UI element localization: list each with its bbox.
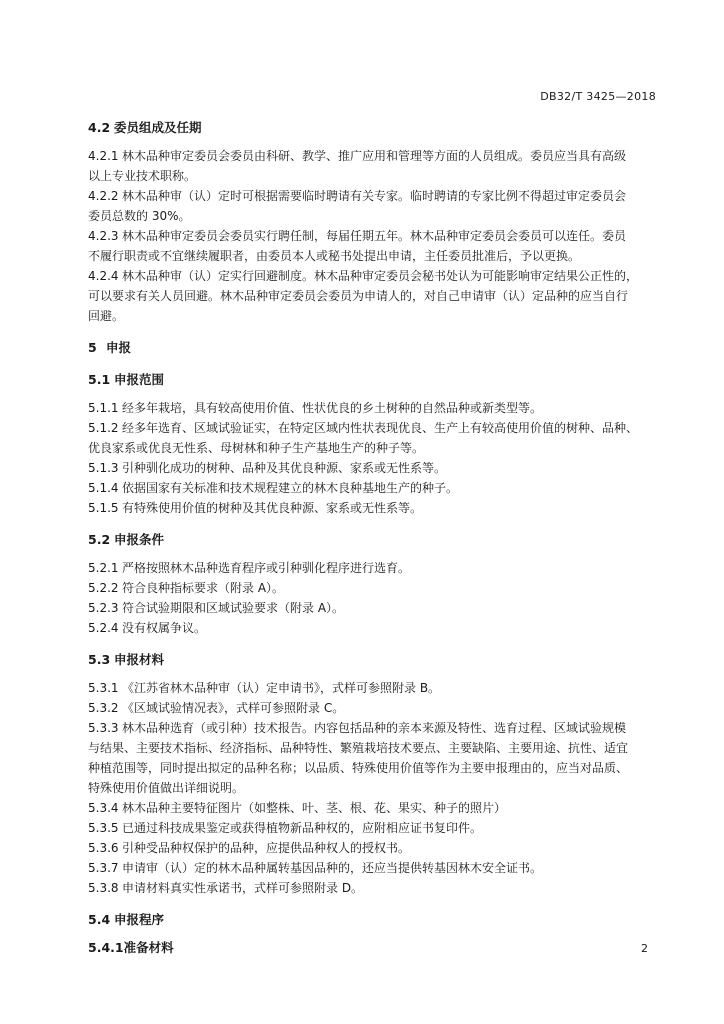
- clause-number: 5.4.1: [88, 940, 124, 955]
- clause-5-3-7: 5.3.7 申请审（认）定的林木品种属转基因品种的，还应当提供转基因林木安全证书。: [88, 858, 658, 878]
- clause-text: 种植范围等，同时提出拟定的品种名称；以品质、特殊使用价值等作为主要申报理由的，应当对品质、: [88, 761, 629, 775]
- section-heading-5-3: [88, 650, 658, 670]
- clause-5-3-6: 5.3.6 引种受品种权保护的品种，应提供品种权人的授权书。: [88, 838, 658, 858]
- clause-5-1-1: 5.1.1 经多年栽培，具有较高使用价值、性状优良的乡土树种的自然品种或新类型等。: [88, 398, 658, 418]
- clause-number: 5.1.2: [88, 421, 119, 435]
- clause-number: 5.1.5: [88, 501, 119, 515]
- section-number: 5.1: [88, 372, 111, 387]
- clause-number: 5.2.2: [88, 581, 119, 595]
- page-number: 2: [641, 942, 648, 955]
- clause-5-3-5: 5.3.5 已通过科技成果鉴定或获得植物新品种权的，应附相应证书复印件。: [88, 818, 658, 838]
- clause-5-3-8: 5.3.8 申请材料真实性承诺书，式样可参照附录 D。: [88, 878, 658, 898]
- clause-number: 4.2.3: [88, 229, 119, 243]
- clause-5-2-4: 5.2.4 没有权属争议。: [88, 618, 658, 638]
- document-code: DB32/T 3425—2018: [540, 90, 656, 103]
- section-number: 5.3: [88, 652, 111, 667]
- section-title: 申报范围: [114, 372, 165, 387]
- clause-number: 5.3.1: [88, 681, 119, 695]
- clause-number: 5.3.5: [88, 821, 119, 835]
- clause-4-2-2: 4.2.2 林木品种审（认）定时可根据需要临时聘请有关专家。临时聘请的专家比例不得超过审定委员会: [88, 186, 658, 206]
- section-number: 4.2: [88, 120, 111, 135]
- clause-5-2-2: 5.2.2 符合良种指标要求（附录 A）。: [88, 578, 658, 598]
- clause-text: 与结果、主要技术指标、经济指标、品种特性、繁殖栽培技术要点、主要缺陷、主要用途、抗性、适宜: [88, 741, 629, 755]
- section-number: 5.2: [88, 532, 111, 547]
- clause-text: 委员总数的 30%。: [88, 209, 191, 223]
- clause-number: 5.1.4: [88, 481, 119, 495]
- clause-number: 5.3.6: [88, 841, 119, 855]
- chapter-heading-5: [88, 338, 658, 358]
- clause-number: 5.2.4: [88, 621, 119, 635]
- chapter-title: 申报: [106, 340, 132, 355]
- document-body: [88, 118, 658, 958]
- clause-5-3-2: 5.3.2 《区域试验情况表》，式样可参照附录 C。: [88, 698, 658, 718]
- chapter-number: 5: [88, 340, 97, 355]
- clause-4-2-3: 4.2.3 林木品种审定委员会委员实行聘任制，每届任期五年。林木品种审定委员会委员可以连任。委员: [88, 226, 658, 246]
- clause-text: 不履行职责或不宜继续履职者，由委员本人或秘书处提出申请，主任委员批准后，予以更换。: [88, 249, 581, 263]
- section-heading-4-2: [88, 118, 658, 138]
- clause-text: 特殊使用价值做出详细说明。: [88, 781, 245, 795]
- clause-number: 5.3.7: [88, 861, 119, 875]
- clause-5-3-4: 5.3.4 林木品种主要特征图片（如整株、叶、茎、根、花、果实、种子的照片）: [88, 798, 658, 818]
- section-title: 申报条件: [114, 532, 165, 547]
- clause-5-1-4: 5.1.4 依据国家有关标准和技术规程建立的林木良种基地生产的种子。: [88, 478, 658, 498]
- section-heading-5-2: [88, 530, 658, 550]
- section-title: 委员组成及任期: [114, 120, 202, 135]
- clause-5-2-1: 5.2.1 严格按照林木品种选育程序或引种驯化程序进行选育。: [88, 558, 658, 578]
- section-number: 5.4: [88, 912, 111, 927]
- clause-number: 5.3.4: [88, 801, 119, 815]
- clause-5-1-3: 5.1.3 引种驯化成功的树种、品种及其优良种源、家系或无性系等。: [88, 458, 658, 478]
- clause-text: 优良家系或优良无性系、母树林和种子生产基地生产的种子等。: [88, 441, 425, 455]
- clause-number: 5.2.1: [88, 561, 119, 575]
- clause-5-3-3: 5.3.3 林木品种选育（或引种）技术报告。内容包括品种的亲本来源及特性、选育过程、区域试验规模: [88, 718, 658, 738]
- section-heading-5-1: [88, 370, 658, 390]
- clause-number: 5.3.2: [88, 701, 119, 715]
- clause-number: 4.2.2: [88, 189, 119, 203]
- clause-number: 5.1.3: [88, 461, 119, 475]
- clause-number: 5.3.3: [88, 721, 119, 735]
- clause-5-3-1: 5.3.1 《江苏省林木品种审（认）定申请书》，式样可参照附录 B。: [88, 678, 658, 698]
- clause-number: 4.2.1: [88, 149, 119, 163]
- clause-number: 4.2.4: [88, 269, 119, 283]
- section-heading-5-4: [88, 910, 658, 930]
- clause-text: 可以要求有关人员回避。林木品种审定委员会委员为申请人的，对自己申请审（认）定品种的应当自行: [88, 289, 629, 303]
- section-title: 申报材料: [114, 652, 165, 667]
- clause-number: 5.3.8: [88, 881, 119, 895]
- clause-number: 5.2.3: [88, 601, 119, 615]
- subsection-title: 准备材料: [123, 940, 174, 955]
- subsection-heading-5-4-1: [88, 938, 658, 958]
- section-title: 申报程序: [114, 912, 165, 927]
- clause-4-2-1: 4.2.1 林木品种审定委员会委员由科研、教学、推广应用和管理等方面的人员组成。委员应当具有高级: [88, 146, 658, 166]
- clause-5-1-2: 5.1.2 经多年选育、区域试验证实，在特定区域内性状表现优良、生产上有较高使用价值的树种、品种、: [88, 418, 658, 438]
- clause-text: 以上专业技术职称。: [88, 169, 197, 183]
- clause-5-1-5: 5.1.5 有特殊使用价值的树种及其优良种源、家系或无性系等。: [88, 498, 658, 518]
- clause-5-2-3: 5.2.3 符合试验期限和区域试验要求（附录 A）。: [88, 598, 658, 618]
- clause-number: 5.1.1: [88, 401, 119, 415]
- clause-4-2-4: 4.2.4 林木品种审（认）定实行回避制度。林木品种审定委员会秘书处认为可能影响审定结果公正性的，: [88, 266, 658, 286]
- clause-text: 回避。: [88, 309, 125, 323]
